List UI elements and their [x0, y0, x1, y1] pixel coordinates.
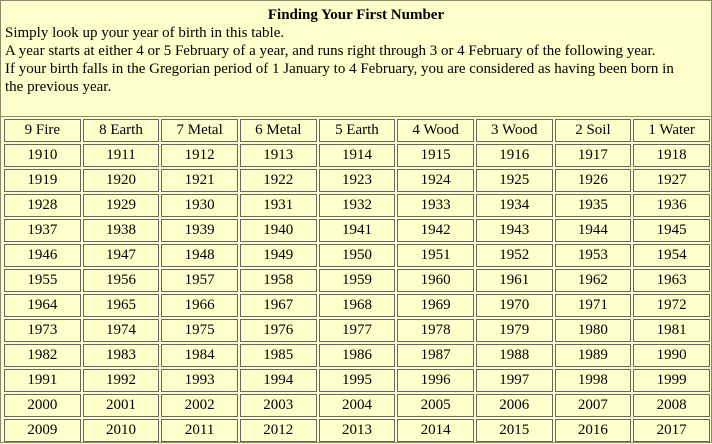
table-cell: 1972 [633, 294, 710, 317]
table-cell: 2010 [83, 419, 160, 442]
table-row [4, 144, 710, 167]
table-cell: 1973 [4, 319, 81, 342]
table-row [4, 244, 710, 267]
table-cell: 1935 [555, 194, 632, 217]
header-row [4, 119, 710, 142]
table-cell: 1939 [161, 219, 238, 242]
table-cell: 1989 [555, 344, 632, 367]
table-cell: 1978 [397, 319, 474, 342]
page-title: Finding Your First Number [267, 7, 445, 23]
table-cell: 1949 [240, 244, 317, 267]
table-row [4, 294, 710, 317]
column-header: 5 Earth [319, 119, 396, 142]
table-row [4, 194, 710, 217]
table-cell: 2004 [319, 394, 396, 417]
table-cell: 1932 [319, 194, 396, 217]
table-cell: 2002 [161, 394, 238, 417]
intro-line-1: Simply look up your year of birth in this table. [5, 25, 285, 41]
table-cell: 1942 [397, 219, 474, 242]
table-cell: 1988 [476, 344, 553, 367]
table-cell: 1962 [555, 269, 632, 292]
table-row [4, 169, 710, 192]
table-cell: 1929 [83, 194, 160, 217]
intro-line-3: If your birth falls in the Gregorian period of 1 January to 4 February, you are considered as having been born in [5, 61, 674, 77]
table-cell: 1974 [83, 319, 160, 342]
table-cell: 1919 [4, 169, 81, 192]
table-cell: 1918 [633, 144, 710, 167]
table-cell: 2009 [4, 419, 81, 442]
table-cell: 1911 [83, 144, 160, 167]
table-cell: 1961 [476, 269, 553, 292]
table-cell: 1979 [476, 319, 553, 342]
table-cell: 1926 [555, 169, 632, 192]
table-cell: 1984 [161, 344, 238, 367]
table-cell: 1914 [319, 144, 396, 167]
table-cell: 1960 [397, 269, 474, 292]
table-cell: 1955 [4, 269, 81, 292]
table-cell: 1948 [161, 244, 238, 267]
table-cell: 1998 [555, 369, 632, 392]
table-cell: 1936 [633, 194, 710, 217]
column-header: 9 Fire [4, 119, 81, 142]
table-cell: 1910 [4, 144, 81, 167]
table-cell: 1930 [161, 194, 238, 217]
table-cell: 1991 [4, 369, 81, 392]
column-header: 7 Metal [161, 119, 238, 142]
table-cell: 1921 [161, 169, 238, 192]
table-cell: 1992 [83, 369, 160, 392]
table-cell: 1953 [555, 244, 632, 267]
table-row [4, 319, 710, 342]
table-row [4, 344, 710, 367]
table-cell: 2005 [397, 394, 474, 417]
table-cell: 1982 [4, 344, 81, 367]
table-row [4, 394, 710, 417]
table-cell: 1938 [83, 219, 160, 242]
table-cell: 2003 [240, 394, 317, 417]
table-cell: 1971 [555, 294, 632, 317]
table-cell: 2015 [476, 419, 553, 442]
table-cell: 1923 [319, 169, 396, 192]
table-row [4, 269, 710, 292]
birth-year-table [2, 117, 712, 444]
table-cell: 2007 [555, 394, 632, 417]
table-body [4, 144, 710, 442]
table-cell: 1943 [476, 219, 553, 242]
table-cell: 1925 [476, 169, 553, 192]
table-cell: 1965 [83, 294, 160, 317]
table-cell: 1920 [83, 169, 160, 192]
table-cell: 1997 [476, 369, 553, 392]
table-cell: 1987 [397, 344, 474, 367]
table-cell: 1977 [319, 319, 396, 342]
table-cell: 2001 [83, 394, 160, 417]
table-cell: 1916 [476, 144, 553, 167]
table-cell: 1968 [319, 294, 396, 317]
table-cell: 1969 [397, 294, 474, 317]
table-cell: 1944 [555, 219, 632, 242]
table-cell: 1945 [633, 219, 710, 242]
table-cell: 1981 [633, 319, 710, 342]
table-cell: 1975 [161, 319, 238, 342]
table-cell: 1964 [4, 294, 81, 317]
intro-line-4: the previous year. [5, 79, 112, 95]
table-cell: 1912 [161, 144, 238, 167]
table-cell: 1986 [319, 344, 396, 367]
table-cell: 2014 [397, 419, 474, 442]
intro-line-2: A year starts at either 4 or 5 February of a year, and runs right through 3 or 4 February of the following year. [5, 43, 656, 59]
table-cell: 1999 [633, 369, 710, 392]
table-cell: 2013 [319, 419, 396, 442]
table-cell: 1976 [240, 319, 317, 342]
table-cell: 1994 [240, 369, 317, 392]
table-cell: 1995 [319, 369, 396, 392]
table-cell: 1985 [240, 344, 317, 367]
table-cell: 2008 [633, 394, 710, 417]
table-cell: 1993 [161, 369, 238, 392]
table-cell: 1924 [397, 169, 474, 192]
table-cell: 1980 [555, 319, 632, 342]
table-cell: 2000 [4, 394, 81, 417]
table-cell: 1937 [4, 219, 81, 242]
column-header: 8 Earth [83, 119, 160, 142]
table-row [4, 419, 710, 442]
table-cell: 1927 [633, 169, 710, 192]
table-cell: 1931 [240, 194, 317, 217]
table-row [4, 369, 710, 392]
table-cell: 1958 [240, 269, 317, 292]
table-cell: 1990 [633, 344, 710, 367]
table-cell: 1956 [83, 269, 160, 292]
table-cell: 1951 [397, 244, 474, 267]
table-cell: 1947 [83, 244, 160, 267]
table-cell: 1917 [555, 144, 632, 167]
intro-panel [1, 1, 711, 117]
table-cell: 2006 [476, 394, 553, 417]
table-cell: 1966 [161, 294, 238, 317]
table-cell: 1915 [397, 144, 474, 167]
table-cell: 1928 [4, 194, 81, 217]
table-cell: 2016 [555, 419, 632, 442]
table-row [4, 219, 710, 242]
table-cell: 2017 [633, 419, 710, 442]
table-cell: 1946 [4, 244, 81, 267]
table-cell: 1922 [240, 169, 317, 192]
table-cell: 1963 [633, 269, 710, 292]
column-header: 4 Wood [397, 119, 474, 142]
table-cell: 1940 [240, 219, 317, 242]
table-cell: 1952 [476, 244, 553, 267]
table-cell: 1954 [633, 244, 710, 267]
table-cell: 1957 [161, 269, 238, 292]
table-cell: 1970 [476, 294, 553, 317]
table-cell: 1967 [240, 294, 317, 317]
table-cell: 2011 [161, 419, 238, 442]
table-cell: 1933 [397, 194, 474, 217]
column-header: 2 Soil [555, 119, 632, 142]
column-header: 6 Metal [240, 119, 317, 142]
table-cell: 1941 [319, 219, 396, 242]
table-header [4, 119, 710, 142]
table-cell: 1934 [476, 194, 553, 217]
column-header: 3 Wood [476, 119, 553, 142]
table-cell: 1959 [319, 269, 396, 292]
table-cell: 1983 [83, 344, 160, 367]
table-cell: 2012 [240, 419, 317, 442]
table-cell: 1913 [240, 144, 317, 167]
column-header: 1 Water [633, 119, 710, 142]
table-cell: 1996 [397, 369, 474, 392]
table-cell: 1950 [319, 244, 396, 267]
